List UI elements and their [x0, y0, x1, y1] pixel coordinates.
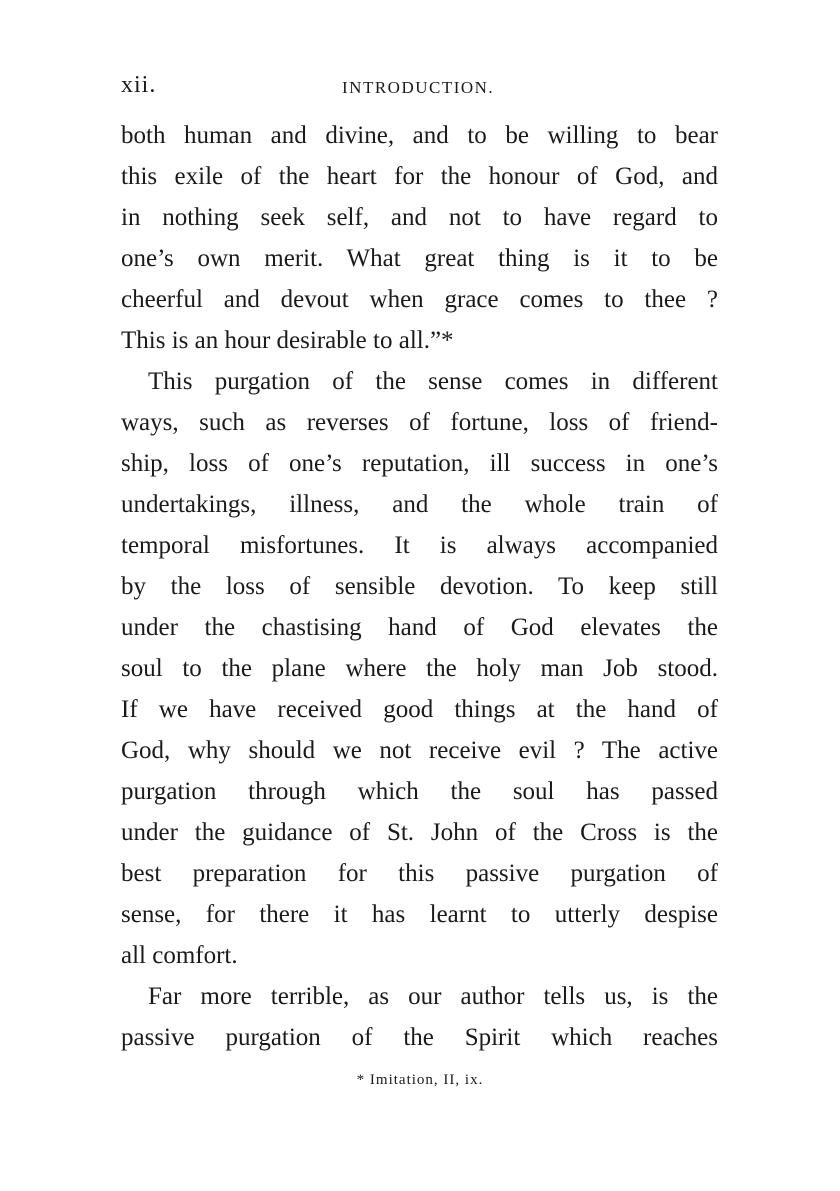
text-line: passive purgation of the Spirit which reaches [121, 1024, 718, 1051]
text-line: one’s own merit. What great thing is it to be [121, 245, 718, 272]
running-title: INTRODUCTION. [342, 78, 495, 97]
footnote: * Imitation, II, ix. [356, 1072, 484, 1088]
text-line: by the loss of sensible devotion. To keep still [121, 573, 718, 600]
page-number: xii. [121, 72, 157, 98]
text-line: God, why should we not receive evil ? The active [121, 737, 718, 764]
body-text [121, 115, 718, 1058]
text-line: this exile of the heart for the honour of God, and [121, 163, 718, 190]
text-line: in nothing seek self, and not to have regard to [121, 204, 718, 231]
text-line: ways, such as reverses of fortune, loss of friend- [121, 409, 718, 436]
text-line: all comfort. [121, 942, 238, 969]
text-line: temporal misfortunes. It is always accompanied [121, 532, 718, 559]
text-line: ship, loss of one’s reputation, ill success in one’s [121, 450, 718, 477]
running-head [121, 72, 721, 102]
text-line: sense, for there it has learnt to utterly despise [121, 901, 718, 928]
text-line: under the guidance of St. John of the Cross is the [121, 819, 718, 846]
text-line: This is an hour desirable to all.”* [121, 327, 454, 354]
text-line: soul to the plane where the holy man Job stood. [121, 655, 718, 682]
text-line: cheerful and devout when grace comes to thee ? [121, 286, 718, 313]
text-line: This purgation of the sense comes in different [148, 368, 718, 395]
text-line: If we have received good things at the hand of [121, 696, 718, 723]
text-line: best preparation for this passive purgation of [121, 860, 718, 887]
text-line: both human and divine, and to be willing to bear [121, 122, 718, 149]
text-line: Far more terrible, as our author tells us, is the [148, 983, 718, 1010]
text-line: undertakings, illness, and the whole train of [121, 491, 718, 518]
text-line: purgation through which the soul has passed [121, 778, 718, 805]
text-line: under the chastising hand of God elevates the [121, 614, 718, 641]
